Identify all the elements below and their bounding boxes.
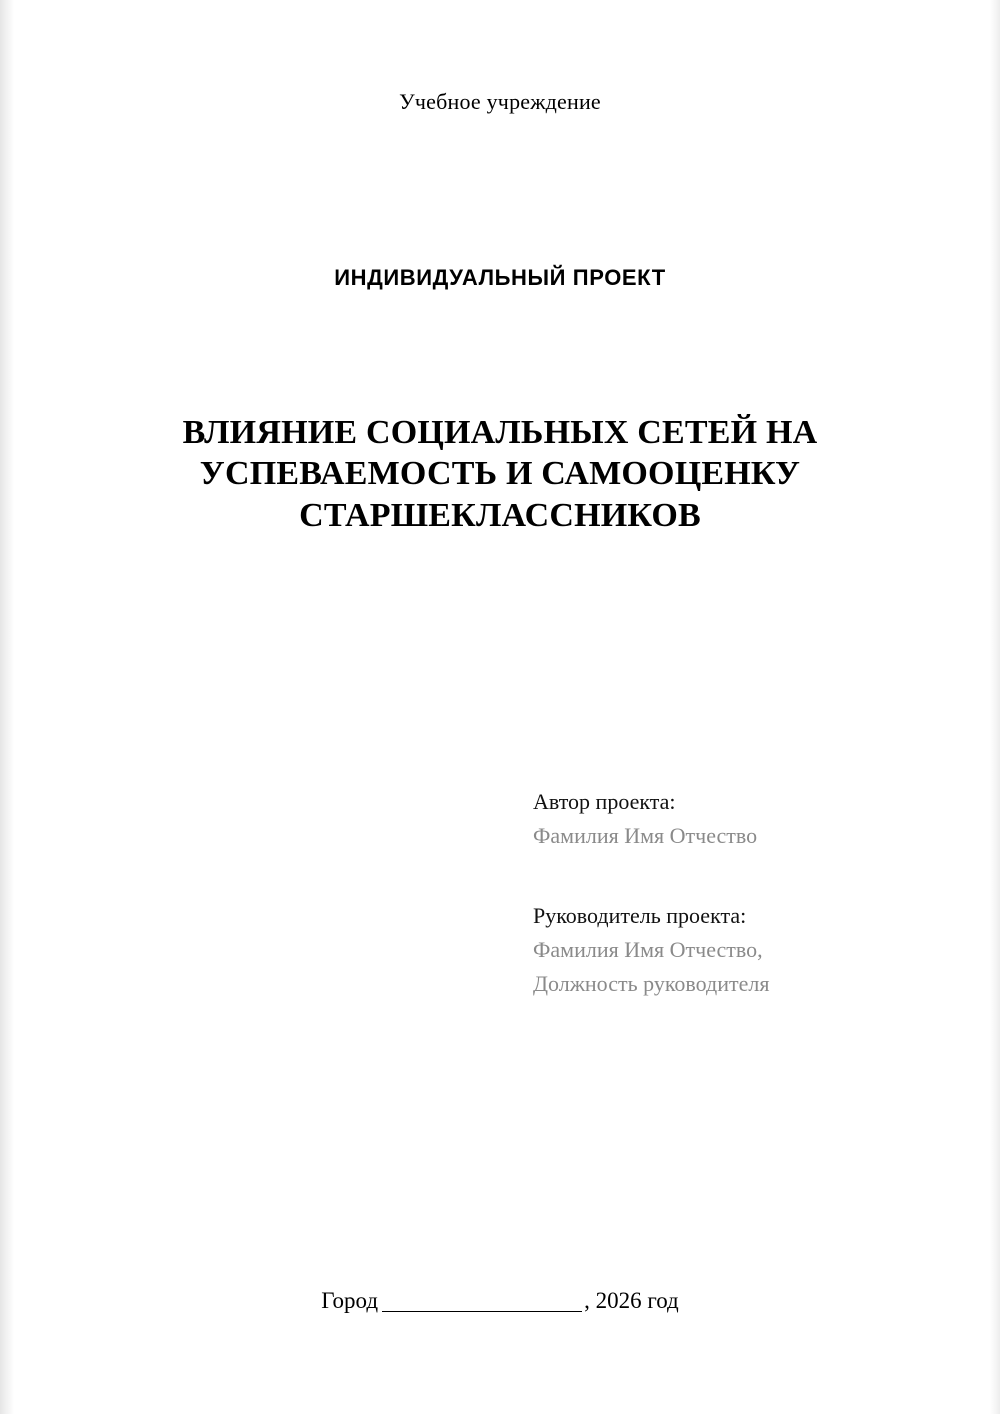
institution-name: Учебное учреждение [399, 89, 601, 114]
footer-city-year [0, 1288, 1000, 1314]
supervisor-label: Руководитель проекта: [533, 903, 747, 929]
document-type: ИНДИВИДУАЛЬНЫЙ ПРОЕКТ [334, 265, 666, 290]
author-value: Фамилия Имя Отчество [533, 823, 758, 849]
authors-spacer [533, 863, 953, 899]
supervisor-value-line-1: Фамилия Имя Отчество, [533, 937, 763, 963]
author-label: Автор проекта: [533, 789, 676, 814]
author-group [533, 785, 953, 853]
city-label: Город [321, 1288, 379, 1313]
supervisor-group [533, 899, 953, 1001]
city-blank-line [382, 1311, 582, 1312]
year-text: , 2026 год [584, 1288, 679, 1313]
supervisor-value-line-2: Должность руководителя [533, 971, 770, 997]
project-title: ВЛИЯНИЕ СОЦИАЛЬНЫХ СЕТЕЙ НА УСПЕВАЕМОСТЬ И САМООЦЕНКУ СТАРШЕКЛАССНИКОВ [182, 414, 818, 534]
authors-block [533, 785, 953, 1011]
